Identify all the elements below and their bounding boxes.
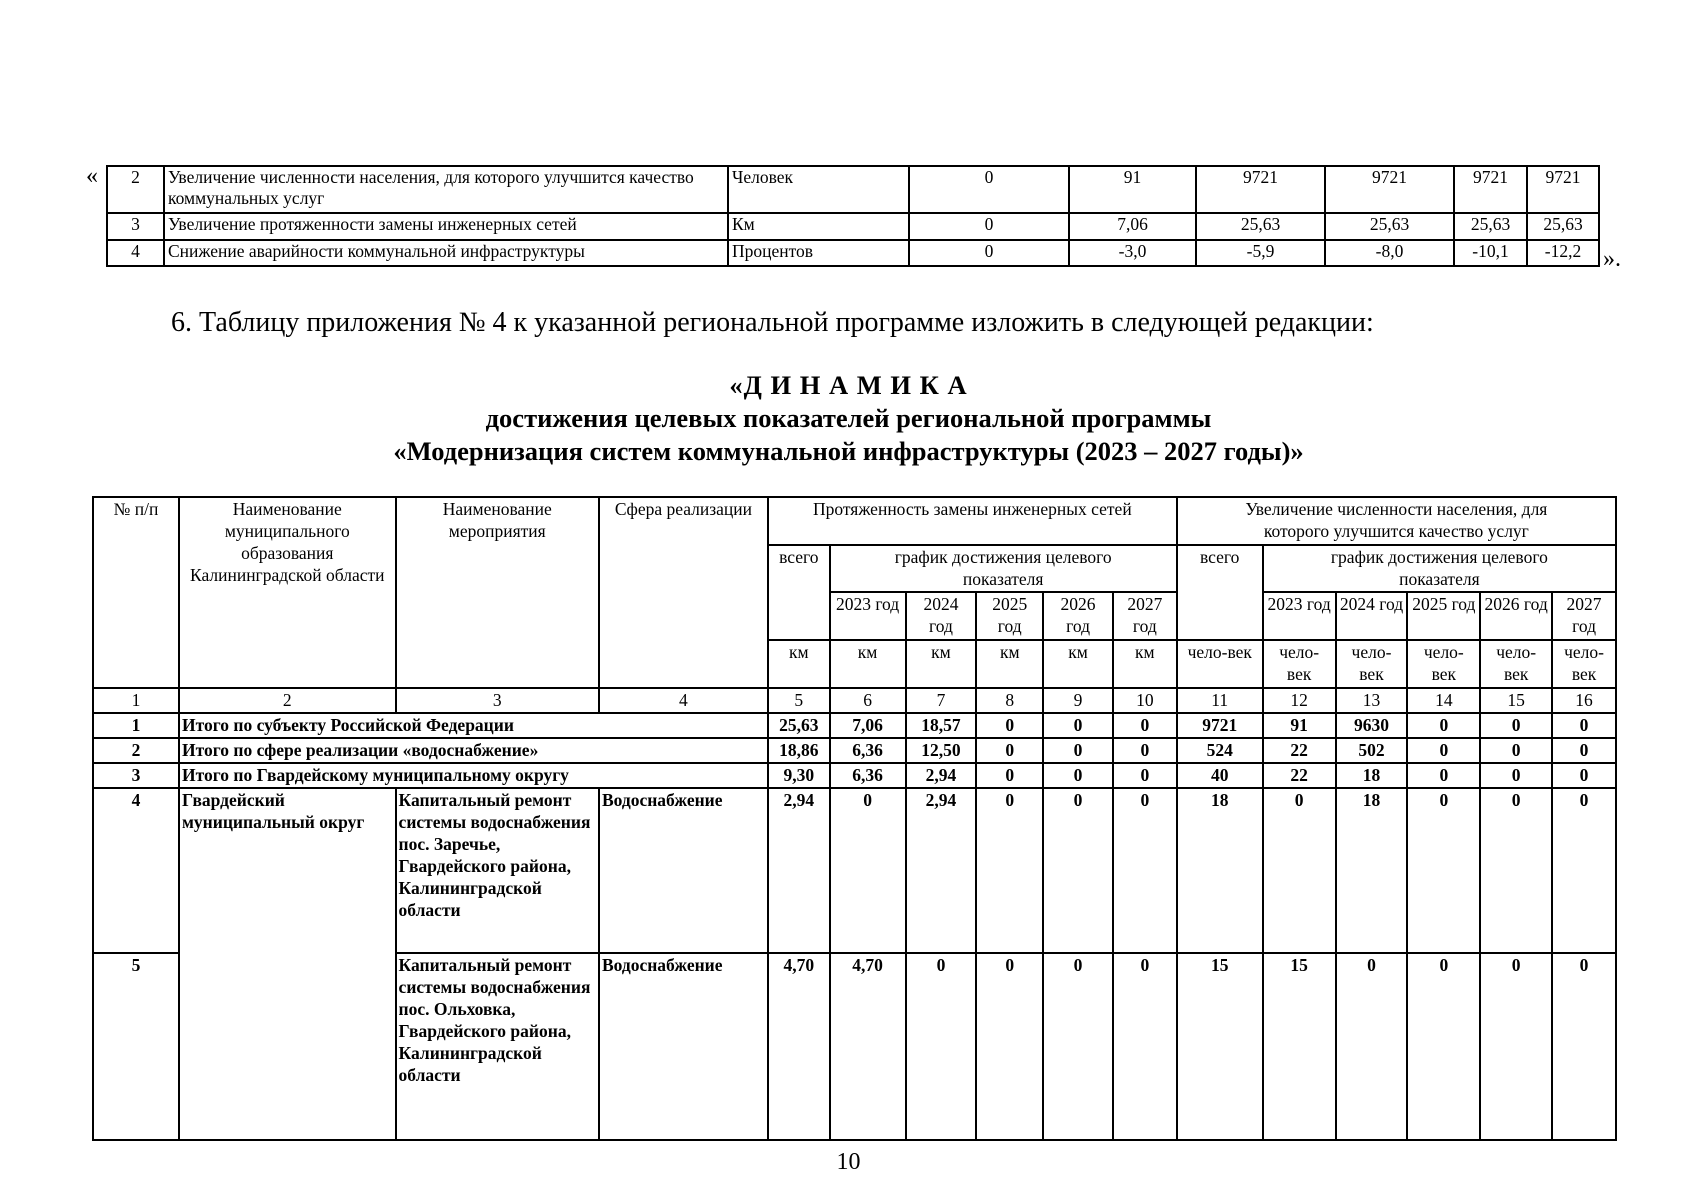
- table-row: [107, 213, 1599, 240]
- value-cell: 9,30: [768, 763, 830, 788]
- value-cell: 91: [1263, 713, 1336, 738]
- header-year: 2024 год: [1336, 592, 1408, 640]
- header-row: [93, 497, 1616, 545]
- value-cell: 9721: [1527, 166, 1599, 213]
- header-sphere: Сфера реализации: [599, 497, 768, 688]
- unit-km: км: [1113, 640, 1177, 688]
- unit-km: км: [830, 640, 906, 688]
- indicators-continuation-table: [106, 165, 1600, 267]
- summary-label: Итого по субъекту Российской Федерации: [179, 713, 768, 738]
- value-cell: -5,9: [1196, 240, 1325, 266]
- value-cell: 91: [1069, 166, 1196, 213]
- summary-row: [93, 713, 1616, 738]
- closing-quote: ».: [1603, 246, 1621, 272]
- unit-people: чело-век: [1177, 640, 1263, 688]
- header-year: 2027 год: [1552, 592, 1616, 640]
- value-cell: 0: [976, 788, 1043, 953]
- row-number: 3: [107, 213, 164, 240]
- column-number: 9: [1043, 688, 1113, 713]
- municipality-name: Гвардейский муниципальный округ: [179, 788, 396, 1140]
- row-number: 1: [93, 713, 179, 738]
- header-year: 2025 год: [976, 592, 1043, 640]
- row-number: 4: [93, 788, 179, 953]
- value-cell: 0: [1113, 953, 1177, 1140]
- header-measure: Наименование мероприятия: [396, 497, 599, 688]
- value-cell: 0: [1113, 738, 1177, 763]
- header-total-km: всего: [768, 545, 830, 640]
- value-cell: 0: [1043, 713, 1113, 738]
- sphere-name: Водоснабжение: [599, 788, 768, 953]
- header-municipality: Наименование муниципального образования Калининградской области: [179, 497, 396, 688]
- unit-km: км: [906, 640, 977, 688]
- value-cell: 25,63: [1527, 213, 1599, 240]
- value-cell: 18: [1336, 788, 1408, 953]
- column-number: 15: [1480, 688, 1552, 713]
- value-cell: 22: [1263, 763, 1336, 788]
- header-num: № п/п: [93, 497, 179, 688]
- column-number: 6: [830, 688, 906, 713]
- header-population-group: Увеличение численности населения, для которого улучшится качество услуг: [1177, 497, 1616, 545]
- value-cell: 0: [1552, 713, 1616, 738]
- value-cell: 6,36: [830, 738, 906, 763]
- summary-label: Итого по Гвардейскому муниципальному округу: [179, 763, 768, 788]
- target-indicators-table: [92, 496, 1617, 1141]
- column-number: 1: [93, 688, 179, 713]
- value-cell: 0: [1336, 953, 1408, 1140]
- value-cell: 4,70: [830, 953, 906, 1140]
- table-title-line-3: «Модернизация систем коммунальной инфраструктуры (2023 – 2027 годы)»: [393, 436, 1304, 466]
- value-cell: 9721: [1177, 713, 1263, 738]
- value-cell: 0: [1552, 763, 1616, 788]
- measure-name: Капитальный ремонт системы водоснабжения пос. Ольховка, Гвардейского района, Калининградской области: [396, 953, 599, 1140]
- value-cell: -3,0: [1069, 240, 1196, 266]
- value-cell: 0: [976, 738, 1043, 763]
- value-cell: 0: [1552, 788, 1616, 953]
- header-year: 2026 год: [1480, 592, 1552, 640]
- column-number: 12: [1263, 688, 1336, 713]
- indicator-unit: Км: [728, 213, 909, 240]
- column-number: 16: [1552, 688, 1616, 713]
- column-number: 13: [1336, 688, 1408, 713]
- value-cell: 15: [1177, 953, 1263, 1140]
- value-cell: 2,94: [768, 788, 830, 953]
- header-year: 2023 год: [830, 592, 906, 640]
- value-cell: 0: [1113, 788, 1177, 953]
- header-network-group: Протяженность замены инженерных сетей: [768, 497, 1177, 545]
- column-number: 7: [906, 688, 977, 713]
- unit-km: км: [768, 640, 830, 688]
- value-cell: 0: [1043, 953, 1113, 1140]
- value-cell: 0: [909, 166, 1069, 213]
- value-cell: 0: [976, 953, 1043, 1140]
- summary-row: [93, 763, 1616, 788]
- value-cell: 9721: [1454, 166, 1527, 213]
- column-number: 10: [1113, 688, 1177, 713]
- value-cell: 25,63: [1454, 213, 1527, 240]
- value-cell: 524: [1177, 738, 1263, 763]
- unit-people: чело-век: [1480, 640, 1552, 688]
- value-cell: 4,70: [768, 953, 830, 1140]
- header-year: 2024 год: [906, 592, 977, 640]
- value-cell: 502: [1336, 738, 1408, 763]
- column-numbers-row: [93, 688, 1616, 713]
- value-cell: 18,86: [768, 738, 830, 763]
- indicator-name: Увеличение численности населения, для которого улучшится качество коммунальных услуг: [164, 166, 728, 213]
- value-cell: 18: [1177, 788, 1263, 953]
- measure-name: Капитальный ремонт системы водоснабжения пос. Заречье, Гвардейского района, Калининградской области: [396, 788, 599, 953]
- value-cell: 0: [1552, 738, 1616, 763]
- value-cell: 0: [1480, 788, 1552, 953]
- unit-people: чело-век: [1552, 640, 1616, 688]
- detail-row: [93, 788, 1616, 953]
- value-cell: 0: [1043, 738, 1113, 763]
- value-cell: -10,1: [1454, 240, 1527, 266]
- summary-row: [93, 738, 1616, 763]
- column-number: 4: [599, 688, 768, 713]
- value-cell: 7,06: [830, 713, 906, 738]
- row-number: 5: [93, 953, 179, 1140]
- value-cell: 0: [1043, 763, 1113, 788]
- value-cell: 22: [1263, 738, 1336, 763]
- value-cell: 0: [830, 788, 906, 953]
- sphere-name: Водоснабжение: [599, 953, 768, 1140]
- value-cell: 0: [1407, 953, 1480, 1140]
- row-number: 2: [93, 738, 179, 763]
- value-cell: 0: [1113, 713, 1177, 738]
- value-cell: 9630: [1336, 713, 1408, 738]
- value-cell: 0: [1407, 713, 1480, 738]
- value-cell: 0: [1113, 763, 1177, 788]
- paragraph-text: 6. Таблицу приложения № 4 к указанной региональной программе изложить в следующей редакции:: [171, 307, 1374, 338]
- value-cell: 18: [1336, 763, 1408, 788]
- column-number: 11: [1177, 688, 1263, 713]
- value-cell: 0: [1480, 713, 1552, 738]
- value-cell: 0: [1407, 763, 1480, 788]
- header-year: 2027 год: [1113, 592, 1177, 640]
- summary-label: Итого по сфере реализации «водоснабжение»: [179, 738, 768, 763]
- value-cell: 25,63: [1325, 213, 1454, 240]
- table-title-line-2: достижения целевых показателей региональной программы: [485, 403, 1212, 433]
- value-cell: 0: [1480, 953, 1552, 1140]
- value-cell: 0: [1552, 953, 1616, 1140]
- indicator-unit: Человек: [728, 166, 909, 213]
- value-cell: 0: [1480, 763, 1552, 788]
- opening-quote: «: [86, 163, 98, 189]
- value-cell: -8,0: [1325, 240, 1454, 266]
- value-cell: -12,2: [1527, 240, 1599, 266]
- column-number: 3: [396, 688, 599, 713]
- value-cell: 0: [976, 713, 1043, 738]
- value-cell: 9721: [1325, 166, 1454, 213]
- unit-km: км: [976, 640, 1043, 688]
- unit-km: км: [1043, 640, 1113, 688]
- row-number: 3: [93, 763, 179, 788]
- value-cell: 0: [909, 213, 1069, 240]
- table-row: [107, 240, 1599, 266]
- unit-people: чело-век: [1336, 640, 1408, 688]
- value-cell: 0: [1043, 788, 1113, 953]
- value-cell: 6,36: [830, 763, 906, 788]
- value-cell: 0: [1407, 788, 1480, 953]
- table-row: [107, 166, 1599, 213]
- header-schedule-people: график достижения целевого показателя: [1263, 545, 1616, 592]
- value-cell: 0: [909, 240, 1069, 266]
- value-cell: 40: [1177, 763, 1263, 788]
- value-cell: 12,50: [906, 738, 977, 763]
- value-cell: 15: [1263, 953, 1336, 1140]
- unit-people: чело-век: [1263, 640, 1336, 688]
- value-cell: 18,57: [906, 713, 977, 738]
- value-cell: 0: [1407, 738, 1480, 763]
- value-cell: 2,94: [906, 788, 977, 953]
- indicator-name: Снижение аварийности коммунальной инфраструктуры: [164, 240, 728, 266]
- page-number: 10: [836, 1149, 861, 1175]
- value-cell: 0: [1480, 738, 1552, 763]
- value-cell: 0: [1263, 788, 1336, 953]
- row-number: 4: [107, 240, 164, 266]
- header-year: 2025 год: [1407, 592, 1480, 640]
- column-number: 14: [1407, 688, 1480, 713]
- column-number: 8: [976, 688, 1043, 713]
- value-cell: 25,63: [1196, 213, 1325, 240]
- value-cell: 0: [906, 953, 977, 1140]
- unit-people: чело-век: [1407, 640, 1480, 688]
- header-schedule-km: график достижения целевого показателя: [830, 545, 1177, 592]
- value-cell: 7,06: [1069, 213, 1196, 240]
- header-year: 2026 год: [1043, 592, 1113, 640]
- column-number: 2: [179, 688, 396, 713]
- value-cell: 0: [976, 763, 1043, 788]
- value-cell: 9721: [1196, 166, 1325, 213]
- value-cell: 25,63: [768, 713, 830, 738]
- header-total-people: всего: [1177, 545, 1263, 640]
- indicator-unit: Процентов: [728, 240, 909, 266]
- indicator-name: Увеличение протяженности замены инженерных сетей: [164, 213, 728, 240]
- header-year: 2023 год: [1263, 592, 1336, 640]
- column-number: 5: [768, 688, 830, 713]
- value-cell: 2,94: [906, 763, 977, 788]
- row-number: 2: [107, 166, 164, 213]
- table-title-line-1: «Д И Н А М И К А: [729, 370, 968, 400]
